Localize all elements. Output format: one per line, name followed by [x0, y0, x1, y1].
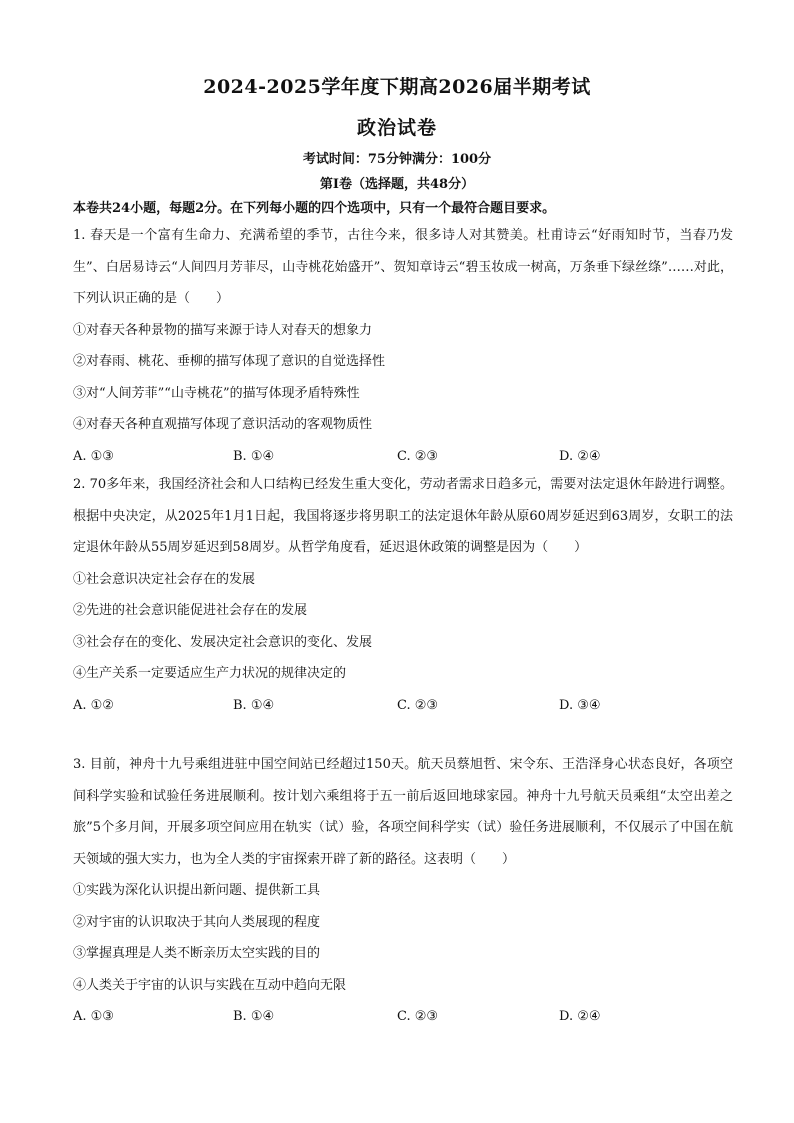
section-heading: 第Ⅰ卷（选择题，共48分） — [319, 177, 475, 192]
statement-1: ①对春天各种景物的描写来源于诗人对春天的想象力 — [73, 322, 373, 338]
choice-b: B. ①④ — [233, 1009, 275, 1024]
statement-3: ③掌握真理是人类不断亲历太空实践的目的 — [73, 946, 321, 961]
choice-b: B. ①④ — [233, 697, 275, 713]
statement-4: ④生产关系一定要适应生产力状况的规律决定的 — [73, 666, 347, 681]
statement-3: ③社会存在的变化、发展决定社会意识的变化、发展 — [73, 634, 373, 650]
statement-2: ②先进的社会意识能促进社会存在的发展 — [73, 603, 308, 618]
question-stem: 1. 春天是一个富有生命力、充满希望的季节，古往今来，很多诗人对其赞美。杜甫诗云“好雨知时节，当春乃发生”、白居易诗云“人间四月芳菲尽，山寺桃花始盛开”、贺知章诗云“碧玉妆成一树高，万条垂下绿丝绦”……对此，下列认识正确的是（ ） — [73, 228, 733, 306]
instructions: 本卷共24小题，每题2分。在下列每小题的四个选项中，只有一个最符合题目要求。 — [73, 201, 556, 216]
choice-c: C. ②③ — [397, 697, 439, 713]
statement-4: ④人类关于宇宙的认识与实践在互动中趋向无限 — [73, 977, 347, 993]
answer-choices — [73, 1001, 733, 1033]
choice-b: B. ①④ — [233, 448, 275, 464]
exam-subject: 政治试卷 — [356, 117, 437, 139]
choice-d: D. ②④ — [559, 448, 601, 464]
answer-choices — [73, 441, 733, 473]
statement-1: ①社会意识决定社会存在的发展 — [73, 571, 256, 587]
statement-2: ②对春雨、桃花、垂柳的描写体现了意识的自觉选择性 — [73, 354, 386, 369]
question-3 — [73, 749, 733, 1033]
choice-a: A. ①③ — [73, 448, 114, 464]
choice-a: A. ①② — [73, 697, 114, 713]
choice-a: A. ①③ — [73, 1009, 114, 1024]
question-2 — [73, 469, 733, 721]
statement-4: ④对春天各种直观描写体现了意识活动的客观物质性 — [73, 417, 373, 432]
statement-2: ②对宇宙的认识取决于其向人类展现的程度 — [73, 914, 321, 930]
statement-1: ①实践为深化认识提出新问题、提供新工具 — [73, 883, 321, 898]
choice-c: C. ②③ — [397, 1009, 439, 1024]
choice-d: D. ②④ — [559, 1009, 601, 1024]
exam-title: 2024-2025学年度下期高2026届半期考试 — [203, 76, 591, 98]
choice-d: D. ③④ — [559, 697, 601, 713]
question-stem: 3. 目前，神舟十九号乘组进驻中国空间站已经超过150天。航天员蔡旭哲、宋令东、王浩泽身心状态良好，各项空间科学实验和试验任务进展顺利。按计划六乘组将于五一前后返回地球家园。神舟十九号航天员乘组“太空出差之旅”5个多月间，开展多项空间应用在轨实（试）验，各项空间科学实（试）验任务进展顺利，不仅展示了中国在航天领域的强大实力，也为全人类的宇宙探索开辟了新的路径。这表明（ ） — [73, 757, 733, 867]
answer-choices — [73, 690, 733, 722]
exam-meta: 考试时间：75分钟满分：100分 — [302, 152, 492, 167]
question-1 — [73, 220, 733, 472]
statement-3: ③对“人间芳菲”“山寺桃花”的描写体现矛盾特殊性 — [73, 385, 360, 401]
choice-c: C. ②③ — [397, 448, 439, 464]
question-stem: 2. 70多年来，我国经济社会和人口结构已经发生重大变化，劳动者需求日趋多元，需要对法定退休年龄进行调整。根据中央决定，从2025年1月1日起，我国将逐步将男职工的法定退休年龄从原60周岁延迟到63周岁，女职工的法定退休年龄从55周岁延迟到58周岁。从哲学角度看，延迟退休政策的调整是因为（ ） — [73, 477, 733, 555]
